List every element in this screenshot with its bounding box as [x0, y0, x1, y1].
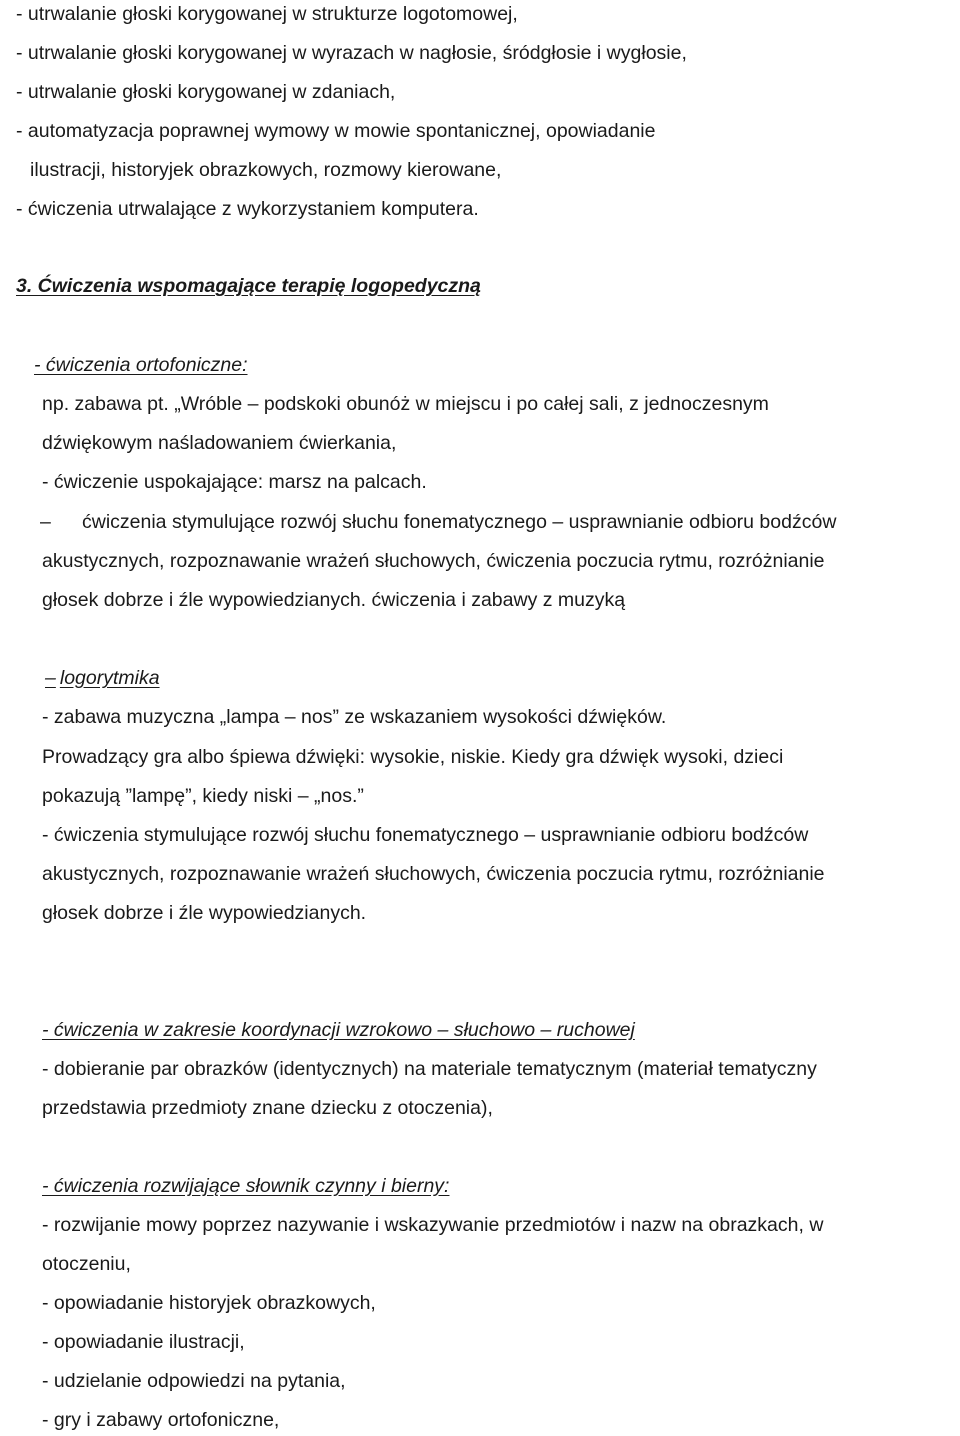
paragraph-line: głosek dobrze i źle wypowiedzianych.	[42, 902, 367, 924]
list-item-continuation: ilustracji, historyjek obrazkowych, rozmowy kierowane,	[30, 159, 502, 181]
paragraph-line: - ćwiczenia stymulujące rozwój słuchu fonematycznego – usprawnianie odbioru bodźców	[42, 824, 809, 846]
section-heading: 3. Ćwiczenia wspomagające terapię logopedyczną	[16, 275, 481, 297]
paragraph-line: głosek dobrze i źle wypowiedzianych. ćwiczenia i zabawy z muzyką	[42, 589, 626, 611]
list-item: - automatyzacja poprawnej wymowy w mowie spontanicznej, opowiadanie	[16, 120, 656, 142]
paragraph-line: dźwiękowym naśladowaniem ćwierkania,	[42, 432, 397, 454]
subsection-label: - ćwiczenia rozwijające słownik czynny i bierny:	[42, 1175, 450, 1197]
subsection-label	[45, 669, 160, 689]
subsection-label: - ćwiczenia ortofoniczne:	[34, 354, 248, 376]
paragraph-line: - udzielanie odpowiedzi na pytania,	[42, 1370, 346, 1392]
paragraph-line: - ćwiczenie uspokajające: marsz na palcach.	[42, 471, 427, 493]
paragraph-line: - rozwijanie mowy poprzez nazywanie i wskazywanie przedmiotów i nazw na obrazkach, w	[42, 1214, 824, 1236]
list-dash: –	[45, 667, 56, 689]
paragraph-line: - zabawa muzyczna „lampa – nos” ze wskazaniem wysokości dźwięków.	[42, 706, 667, 728]
paragraph-line: - dobieranie par obrazków (identycznych) na materiale tematycznym (materiał tematyczny	[42, 1058, 817, 1080]
paragraph-line: - gry i zabawy ortofoniczne,	[42, 1409, 280, 1431]
paragraph-line: otoczeniu,	[42, 1253, 131, 1275]
list-dash: –	[40, 511, 51, 533]
paragraph-line: - opowiadanie ilustracji,	[42, 1331, 245, 1353]
list-item: - utrwalanie głoski korygowanej w wyrazach w nagłosie, śródgłosie i wygłosie,	[16, 42, 687, 64]
paragraph-line: ćwiczenia stymulujące rozwój słuchu fonematycznego – usprawnianie odbioru bodźców	[82, 511, 837, 533]
list-item: - utrwalanie głoski korygowanej w zdaniach,	[16, 81, 396, 103]
paragraph-line: pokazują ”lampę”, kiedy niski – „nos.”	[42, 785, 364, 807]
paragraph-line: akustycznych, rozpoznawanie wrażeń słuchowych, ćwiczenia poczucia rytmu, rozróżnianie	[42, 550, 825, 572]
subsection-label: - ćwiczenia w zakresie koordynacji wzrokowo – słuchowo – ruchowej	[42, 1019, 635, 1041]
paragraph-line: przedstawia przedmioty znane dziecku z otoczenia),	[42, 1097, 493, 1119]
list-item: - utrwalanie głoski korygowanej w strukturze logotomowej,	[16, 3, 518, 25]
logorytmika-label: logorytmika	[59, 667, 160, 689]
list-item: - ćwiczenia utrwalające z wykorzystaniem komputera.	[16, 198, 479, 220]
paragraph-line: Prowadzący gra albo śpiewa dźwięki: wysokie, niskie. Kiedy gra dźwięk wysoki, dzieci	[42, 746, 784, 768]
paragraph-line: np. zabawa pt. „Wróble – podskoki obunóż w miejscu i po całej sali, z jednoczesnym	[42, 393, 769, 415]
paragraph-line: - opowiadanie historyjek obrazkowych,	[42, 1292, 376, 1314]
paragraph-line: akustycznych, rozpoznawanie wrażeń słuchowych, ćwiczenia poczucia rytmu, rozróżnianie	[42, 863, 825, 885]
